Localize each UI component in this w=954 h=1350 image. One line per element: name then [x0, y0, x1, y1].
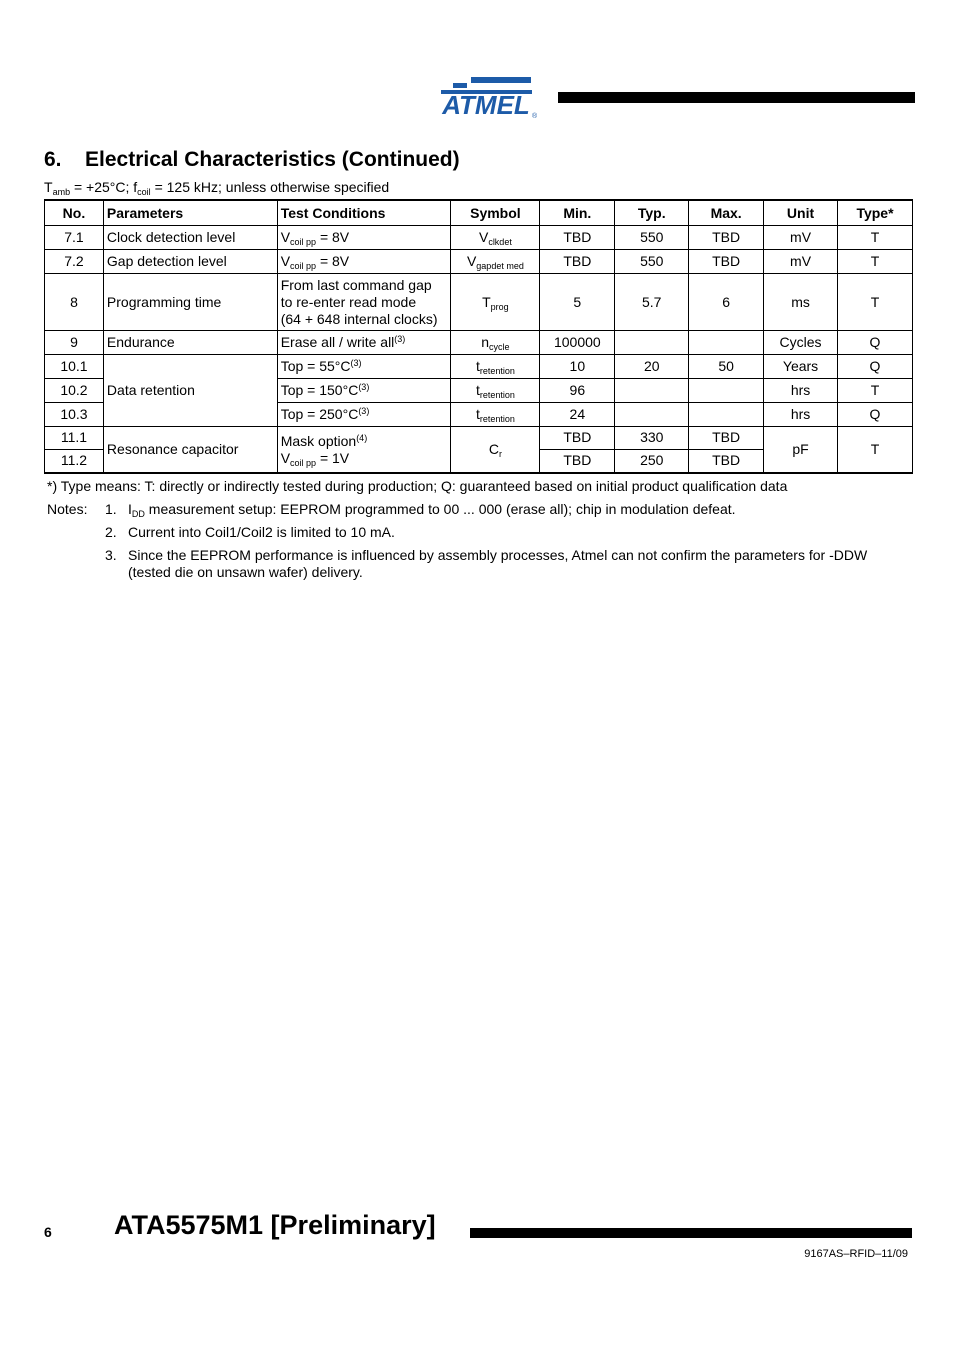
table-row: 10.2 Top = $150^\circ C^{(3)}$ $t_{retention}$ 96 hrs T: [45, 379, 913, 403]
note-item: 2. Current into Coil1/Coil2 is limited to 10 mA.: [105, 524, 395, 540]
notes-list: [47, 501, 907, 587]
table-row: 7.2 Gap detection level $V_{coil pp} = 8V$ $V_{gapdet med}$ TBD 550 TBD mV T: [45, 250, 913, 274]
header-bar: [558, 92, 915, 103]
table-row: 11.2 TBD 250 TBD: [45, 450, 913, 474]
note-item: 3. Since the EEPROM performance is influenced by assembly processes, Atmel can not confirm the parameters for -DDW (tested die on unsawn wafer) delivery.: [105, 547, 868, 580]
table-row: 7.1 Clock detection level $V_{coil pp} = 8V$ $V_{clkdet}$ TBD 550 TBD mV T: [45, 226, 913, 250]
header-typ: Typ.: [615, 200, 689, 226]
header-max: Max.: [689, 200, 764, 226]
page-number: 6: [44, 1224, 52, 1240]
note-item: Notes: 1. $I_{DD}$ measurement setup: EEPROM programmed to 00 ... 000 (erase all); chip in modulation defeat.: [47, 501, 736, 519]
header-symbol: Symbol: [451, 200, 540, 226]
header-no: No.: [45, 200, 104, 226]
type-footnote: *) Type means: T: directly or indirectly tested during production; Q: guaranteed based on initial product qualification data: [47, 478, 788, 494]
section-title-text: Electrical Characteristics (Continued): [85, 148, 460, 171]
electrical-characteristics-table: [44, 199, 913, 474]
header-min: Min.: [540, 200, 615, 226]
header-test-conditions: Test Conditions: [277, 200, 451, 226]
header-parameters: Parameters: [103, 200, 277, 226]
table-row: 8 Programming time From last command gap to re-enter read mode (64 + 648 internal clocks) $T_{prog}$ 5 5.7 6 ms T: [45, 274, 913, 331]
table-row: 9 Endurance Erase all / write all$^{(3)}$ $n_{cycle}$ 100000 Cycles Q: [45, 331, 913, 355]
table-header-row: [45, 200, 913, 226]
table-row: 10.3 Top = $250^\circ C^{(3)}$ $t_{retention}$ 24 hrs Q: [45, 403, 913, 427]
atmel-logo: [441, 74, 537, 120]
document-title: ATA5575M1 [Preliminary]: [114, 1210, 436, 1240]
section-title: [44, 148, 460, 172]
svg-text:®: ®: [532, 113, 537, 120]
footer-bar: [470, 1228, 912, 1238]
test-conditions-line: $T_{amb} = +25^\circ C$; $f_{coil} = 125$ kHz; unless otherwise specified: [44, 179, 390, 197]
header-unit: Unit: [764, 200, 838, 226]
table-row: 11.1 Resonance capacitor Mask option$^{(4)}$ $V_{coil pp} = 1V$ $C_r$ TBD 330 TBD pF T: [45, 427, 913, 450]
notes-label: Notes:: [47, 501, 88, 517]
svg-text:ATMEL: ATMEL: [442, 90, 530, 120]
table-row: 10.1 Data retention Top = $55^\circ C^{(3)}$ $t_{retention}$ 10 20 50 Years Q: [45, 355, 913, 379]
header-type: Type*: [838, 200, 913, 226]
section-number: 6.: [44, 148, 62, 171]
document-code: 9167AS–RFID–11/09: [804, 1248, 908, 1260]
